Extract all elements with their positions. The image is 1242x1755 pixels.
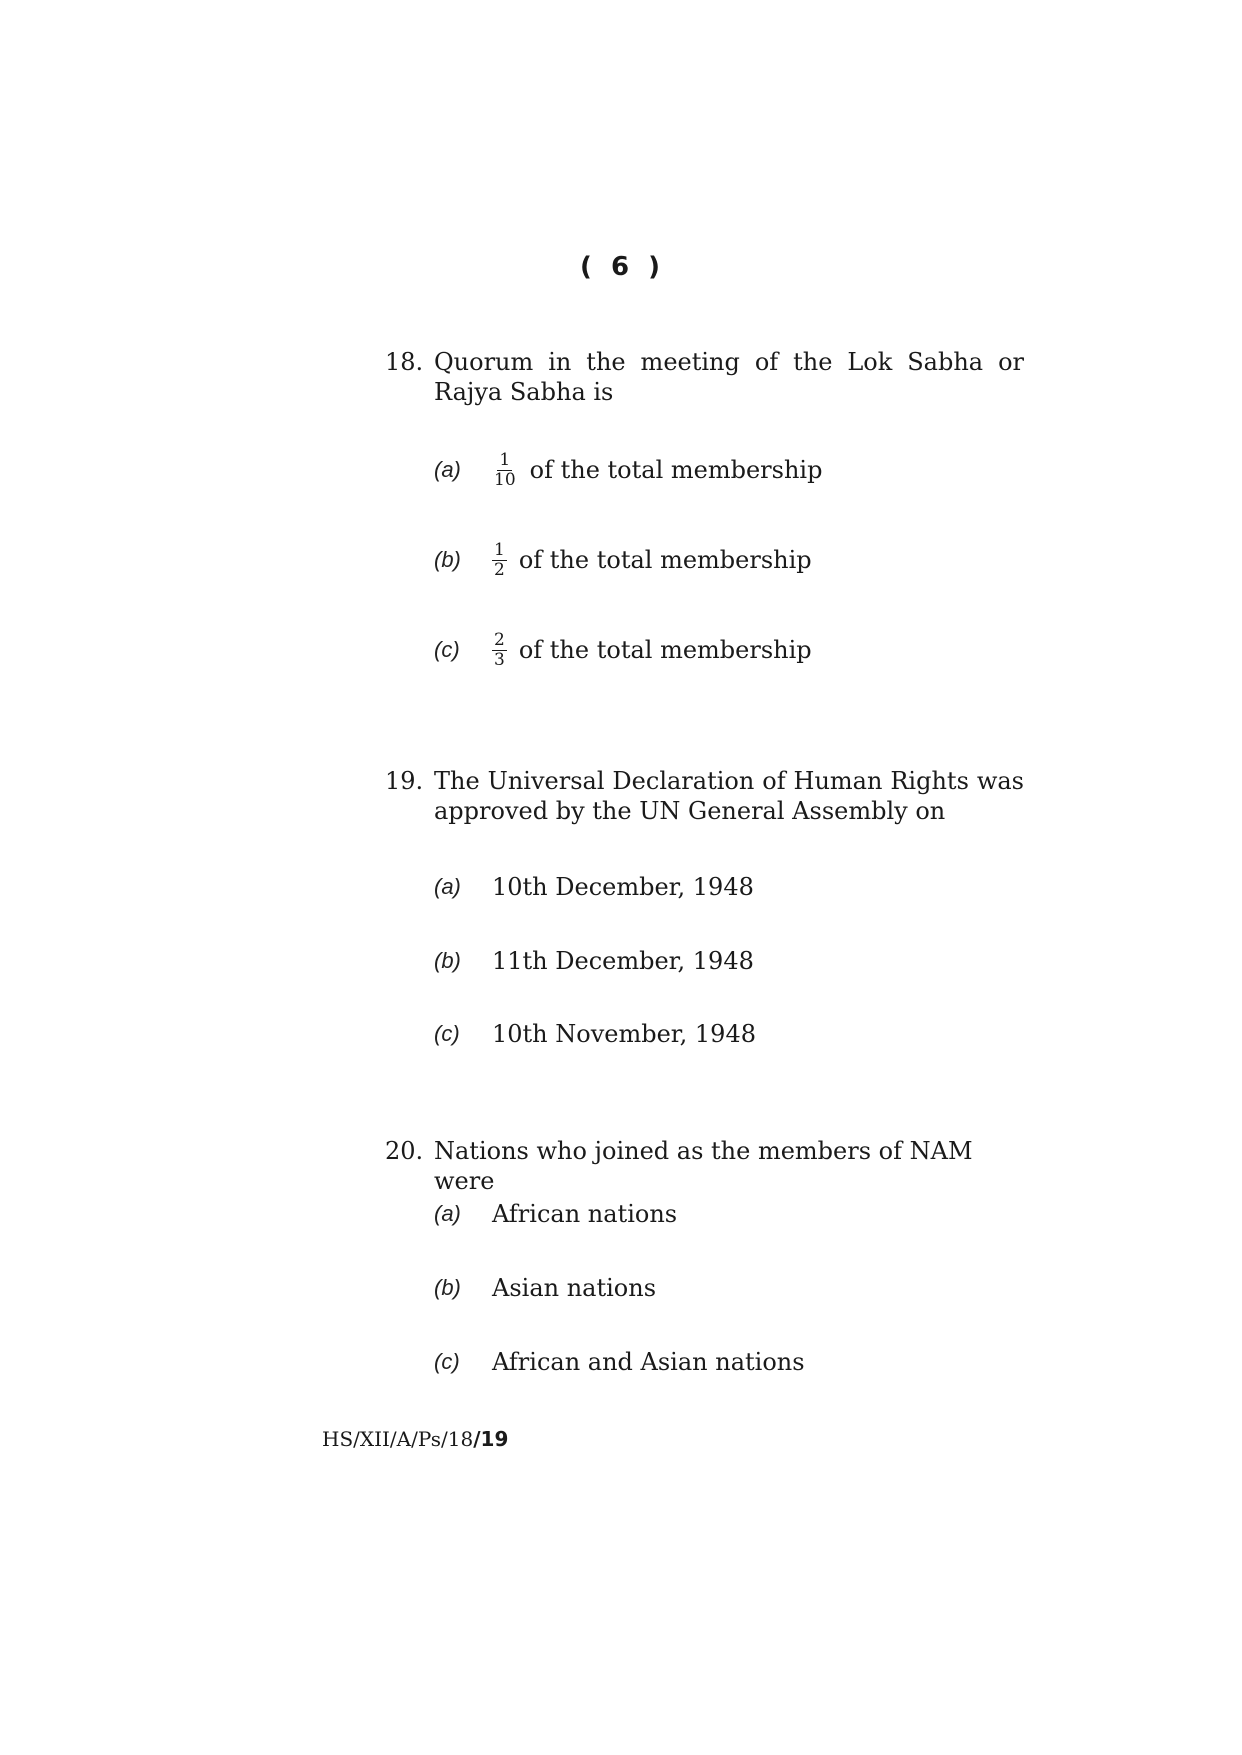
option-text: 11th December, 1948 bbox=[492, 947, 754, 975]
option-a bbox=[434, 867, 754, 907]
option-b bbox=[434, 1268, 656, 1308]
page-number: ( 6 ) bbox=[580, 252, 662, 282]
question-stem: Nations who joined as the members of NAM were bbox=[434, 1137, 973, 1195]
option-text: of the total membership bbox=[529, 456, 823, 484]
option-b bbox=[434, 941, 754, 981]
option-label: (b) bbox=[434, 547, 461, 572]
fraction-denominator: 2 bbox=[494, 559, 505, 580]
fraction bbox=[492, 451, 518, 490]
option-c bbox=[434, 1342, 805, 1382]
paper-code-year: /19 bbox=[473, 1427, 509, 1451]
option-c bbox=[434, 630, 812, 670]
fraction-denominator: 3 bbox=[494, 649, 505, 670]
option-text: African and Asian nations bbox=[492, 1348, 805, 1376]
option-c bbox=[434, 1014, 756, 1054]
option-label: (a) bbox=[434, 1201, 461, 1226]
option-b bbox=[434, 540, 812, 580]
option-label: (a) bbox=[434, 874, 461, 899]
option-text: Asian nations bbox=[492, 1274, 657, 1302]
option-label: (a) bbox=[434, 457, 461, 482]
option-a bbox=[434, 1194, 677, 1234]
fraction-denominator: 10 bbox=[494, 469, 516, 490]
option-label: (c) bbox=[434, 1349, 460, 1374]
paper-code-text: HS/XII/A/Ps/18 bbox=[322, 1427, 474, 1451]
question-stem: The Universal Declaration of Human Rights was approved by the UN General Assembly on bbox=[434, 767, 1024, 825]
fraction-numerator: 1 bbox=[499, 449, 511, 470]
option-label: (c) bbox=[434, 637, 460, 662]
option-a bbox=[434, 450, 822, 490]
option-text: of the total membership bbox=[518, 546, 812, 574]
option-label: (b) bbox=[434, 948, 461, 973]
paper-code bbox=[322, 1427, 508, 1451]
option-text: 10th November, 1948 bbox=[492, 1020, 756, 1048]
option-text: of the total membership bbox=[518, 636, 812, 664]
question-stem: Quorum in the meeting of the Lok Sabha or Rajya Sabha is bbox=[434, 348, 1024, 406]
option-label: (c) bbox=[434, 1021, 460, 1046]
fraction-numerator: 2 bbox=[494, 629, 505, 650]
fraction-numerator: 1 bbox=[494, 539, 505, 560]
option-text: 10th December, 1948 bbox=[492, 873, 754, 901]
option-text: African nations bbox=[492, 1200, 678, 1228]
question-number: 18. bbox=[385, 348, 424, 376]
fraction bbox=[492, 631, 507, 670]
question-number: 20. bbox=[385, 1137, 424, 1165]
option-label: (b) bbox=[434, 1275, 461, 1300]
question-number: 19. bbox=[385, 767, 424, 795]
fraction bbox=[492, 541, 507, 580]
